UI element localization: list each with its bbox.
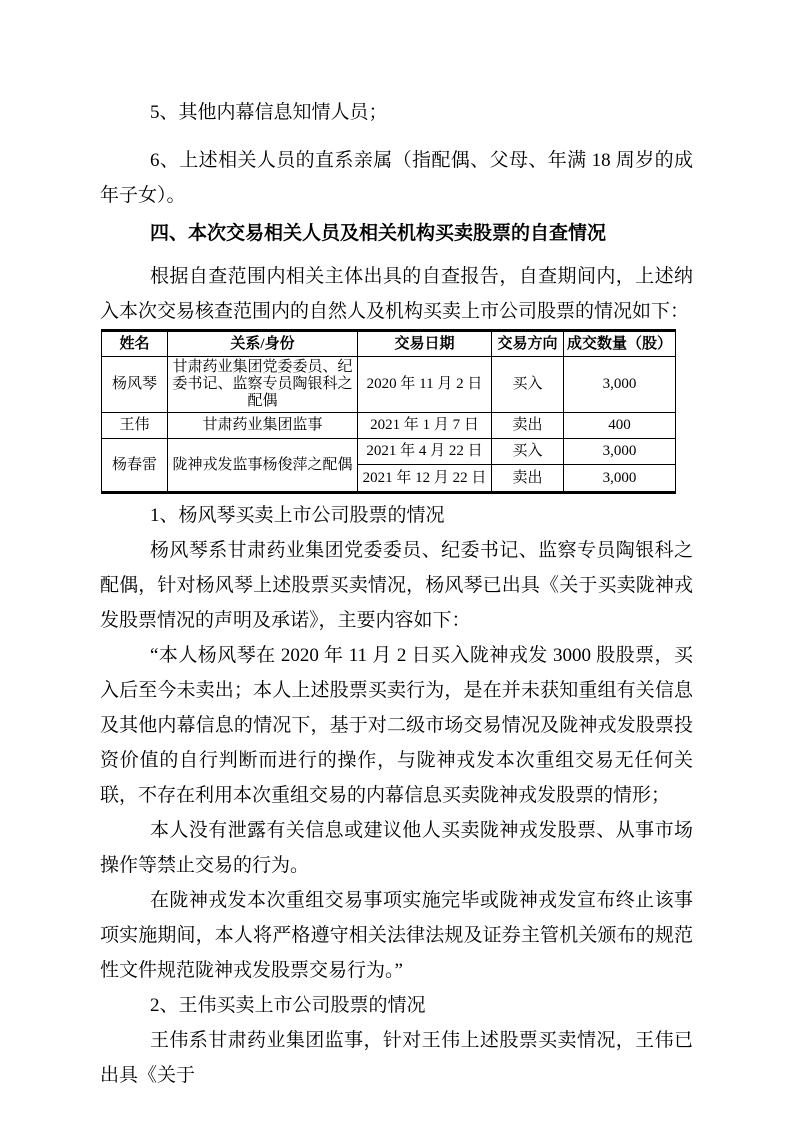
cell-volume: 3,000 [564, 357, 676, 413]
subsection-1-title: 1、杨风琴买卖上市公司股票的情况 [150, 505, 445, 526]
subsection-1-body: 杨风琴系甘肃药业集团党委委员、纪委书记、监察专员陶银科之配偶，针对杨风琴上述股票买卖情况，杨风琴已出具《关于买卖陇神戎发股票情况的声明及承诺》，主要内容如下： [100, 540, 693, 631]
self-check-table [101, 329, 676, 494]
cell-direction: 卖出 [492, 413, 564, 439]
quote-paragraph-2: 本人没有泄露有关信息或建议他人买卖陇神戎发股票、从事市场操作等禁止交易的行为。 [100, 820, 693, 876]
table-row [102, 413, 676, 439]
cell-date: 2021 年 12 月 22 日 [358, 465, 492, 493]
cell-name: 杨春雷 [102, 439, 168, 493]
table-header-name: 姓名 [102, 331, 168, 357]
cell-name: 杨风琴 [102, 357, 168, 413]
table-header-relation: 关系/身份 [168, 331, 358, 357]
table-header-row [102, 331, 676, 357]
quote-paragraph-3: 在陇神戎发本次重组交易事项实施完毕或陇神戎发宣布终止该事项实施期间，本人将严格遵守相关法律法规及证券主管机关颁布的规范性文件规范陇神戎发股票交易行为。” [100, 890, 693, 981]
cell-date: 2021 年 4 月 22 日 [358, 439, 492, 465]
cell-relation: 陇神戎发监事杨俊萍之配偶 [168, 439, 358, 493]
cell-volume: 3,000 [564, 439, 676, 465]
quote-paragraph-1: “本人杨风琴在 2020 年 11 月 2 日买入陇神戎发 3000 股股票，买入后至今未卖出；本人上述股票买卖行为，是在并未获知重组有关信息及其他内幕信息的情况下，基于对二级市场交易情况及陇神戎发股票投资价值的自行判断而进行的操作，与陇神戎发本次重组交易无任何关联，不存在利用本次重组交易的内幕信息买卖陇神戎发股票的情形； [100, 645, 693, 806]
subsection-2-body: 王伟系甘肃药业集团监事，针对王伟上述股票买卖情况，王伟已出具《关于 [100, 1030, 693, 1086]
cell-date: 2021 年 1 月 7 日 [358, 413, 492, 439]
table-header-date: 交易日期 [358, 331, 492, 357]
cell-name: 王伟 [102, 413, 168, 439]
cell-direction: 买入 [492, 357, 564, 413]
table-header-volume: 成交数量（股） [564, 331, 676, 357]
cell-volume: 400 [564, 413, 676, 439]
cell-relation: 甘肃药业集团监事 [168, 413, 358, 439]
intro-paragraph: 根据自查范围内相关主体出具的自查报告，自查期间内，上述纳入本次交易核查范围内的自然人及机构买卖上市公司股票的情况如下： [100, 266, 693, 322]
cell-date: 2020 年 11 月 2 日 [358, 357, 492, 413]
cell-volume: 3,000 [564, 465, 676, 493]
table-row [102, 439, 676, 465]
list-item-6: 6、上述相关人员的直系亲属（指配偶、父母、年满 18 周岁的成年子女）。 [100, 150, 693, 206]
cell-direction: 卖出 [492, 465, 564, 493]
table-row [102, 357, 676, 413]
section-heading: 四、本次交易相关人员及相关机构买卖股票的自查情况 [150, 223, 607, 244]
cell-direction: 买入 [492, 439, 564, 465]
table-header-direction: 交易方向 [492, 331, 564, 357]
cell-relation: 甘肃药业集团党委委员、纪委书记、监察专员陶银科之配偶 [168, 357, 358, 413]
list-item-5: 5、其他内幕信息知情人员； [150, 102, 388, 123]
subsection-2-title: 2、王伟买卖上市公司股票的情况 [150, 995, 426, 1016]
